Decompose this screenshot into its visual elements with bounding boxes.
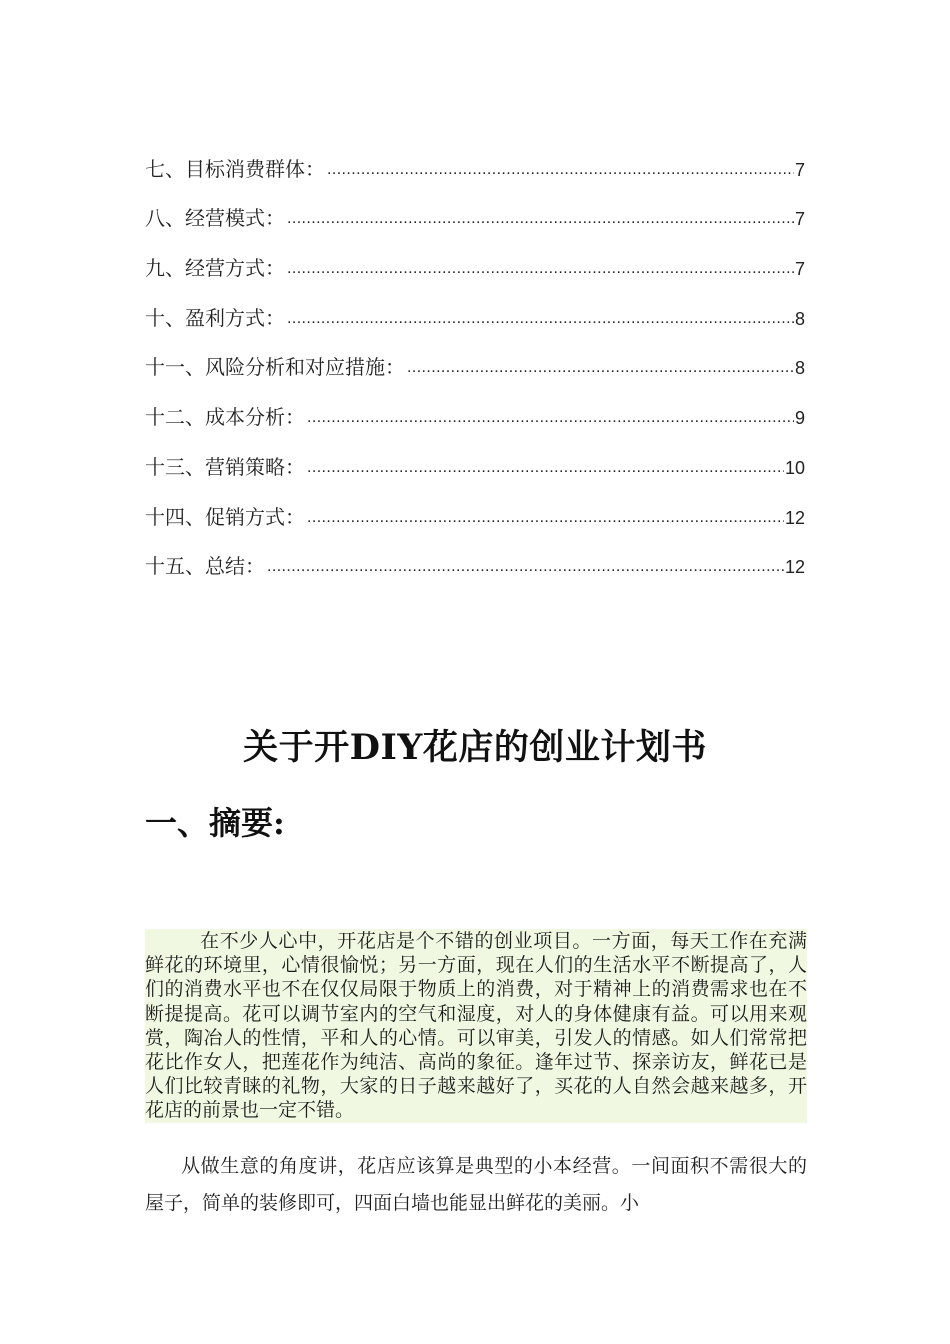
toc-dot-leader (287, 258, 794, 280)
toc-entry-label: 十五、总结： (145, 554, 265, 579)
toc-entry[interactable] (145, 482, 805, 532)
body-paragraph: 从做生意的角度讲，花店应该算是典型的小本经营。一间面积不需很大的屋子，简单的装修即可，四面白墙也能显出鲜花的美丽。小 (145, 1155, 807, 1214)
toc-entry-page: 9 (794, 408, 805, 429)
toc-entry-page: 7 (794, 259, 805, 280)
section-heading: 一、摘要: (145, 804, 285, 842)
toc-entry[interactable] (145, 233, 805, 283)
toc-dot-leader (287, 308, 794, 330)
toc-entry[interactable] (145, 382, 805, 432)
toc-entry-page: 7 (794, 209, 805, 230)
toc-entry-label: 十、盈利方式： (145, 305, 285, 330)
toc-entry[interactable] (145, 333, 805, 383)
toc-entry-page: 8 (794, 308, 805, 329)
toc-dot-leader (287, 208, 794, 230)
toc-entry[interactable] (145, 432, 805, 482)
toc-entry[interactable] (145, 532, 805, 582)
toc-entry-page: 8 (794, 358, 805, 379)
toc-entry[interactable] (145, 283, 805, 333)
toc-dot-leader (307, 457, 784, 479)
toc-entry-label: 十二、成本分析： (145, 405, 305, 430)
toc-entry-page: 12 (784, 507, 805, 528)
toc-dot-leader (307, 507, 784, 529)
toc-dot-leader (327, 159, 794, 181)
toc-entry-label: 九、经营方式： (145, 256, 285, 281)
toc-entry-label: 十四、促销方式： (145, 504, 305, 529)
table-of-contents (145, 134, 805, 581)
toc-entry[interactable] (145, 184, 805, 234)
toc-entry-label: 七、目标消费群体： (145, 156, 325, 181)
toc-entry-page: 10 (784, 457, 805, 478)
toc-entry-page: 12 (784, 557, 805, 578)
document-title: 关于开DIY花店的创业计划书 (243, 727, 707, 768)
toc-dot-leader (307, 407, 794, 429)
toc-dot-leader (407, 357, 794, 379)
toc-entry[interactable] (145, 134, 805, 184)
toc-entry-label: 十三、营销策略： (145, 454, 305, 479)
toc-entry-label: 十一、风险分析和对应措施： (145, 355, 405, 380)
toc-dot-leader (267, 556, 784, 578)
toc-entry-label: 八、经营模式： (145, 206, 285, 231)
highlighted-paragraph: 在不少人心中，开花店是个不错的创业项目。一方面，每天工作在充满鲜花的环境里，心情很愉悦；另一方面，现在人们的生活水平不断提高了，人们的消费水平也不在仅仅局限于物质上的消费，对于精神上的消费需求也在不断提提高。花可以调节室内的空气和湿度，对人的身体健康有益。可以用来观赏，陶冶人的性情，平和人的心情。可以审美，引发人的情感。如人们常常把花比作女人，把莲花作为纯洁、高尚的象征。逢年过节、探亲访友，鲜花已是人们比较青睐的礼物，大家的日子越来越好了，买花的人自然会越来越多，开花店的前景也一定不错。 (145, 930, 807, 1122)
toc-entry-page: 7 (794, 159, 805, 180)
